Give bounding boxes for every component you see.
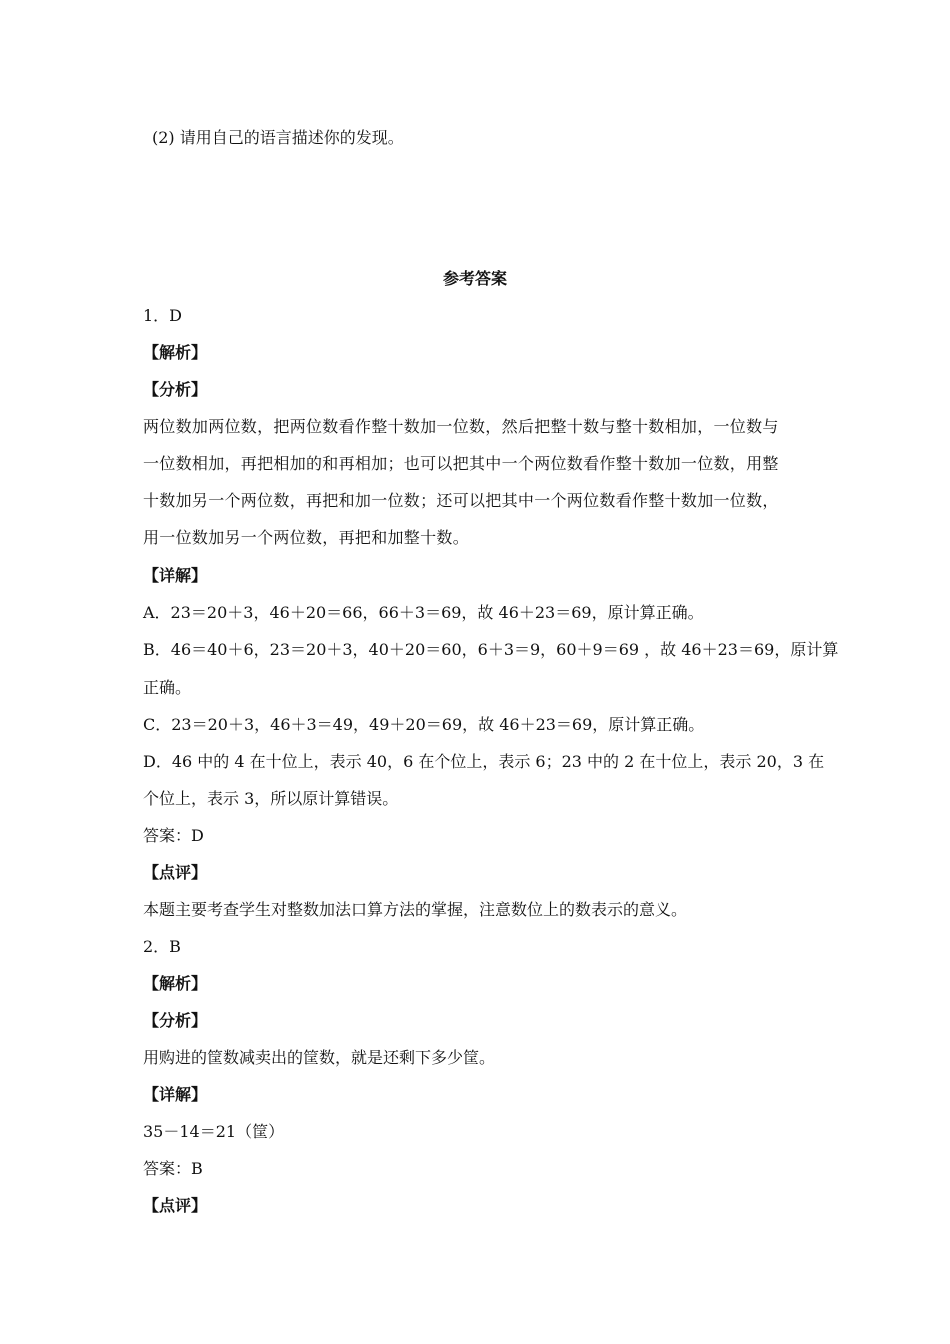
q1-detail-line: 个位上，表示 3，所以原计算错误。 xyxy=(143,789,399,808)
q2-number: 2．B xyxy=(143,937,181,956)
q1-xiangjie-label: 【详解】 xyxy=(143,566,208,585)
q1-analysis-line: 两位数加两位数，把两位数看作整十数加一位数，然后把整十数与整十数相加，一位数与 xyxy=(143,417,779,436)
q1-comment: 本题主要考查学生对整数加法口算方法的掌握，注意数位上的数表示的意义。 xyxy=(143,900,688,919)
q2-analysis: 用购进的筐数减卖出的筐数，就是还剩下多少筐。 xyxy=(143,1048,496,1067)
q2-calculation: 35－14＝21（筐） xyxy=(143,1122,285,1141)
q1-analysis-line: 一位数相加，再把相加的和再相加；也可以把其中一个两位数看作整十数加一位数，用整 xyxy=(143,454,779,473)
q1-detail-line: D．46 中的 4 在十位上，表示 40，6 在个位上，表示 6；23 中的 2 在十位上，表示 20，3 在 xyxy=(143,752,825,771)
q1-detail-line: 正确。 xyxy=(143,678,192,697)
q1-answer: 答案：D xyxy=(143,826,204,845)
answers-title: 参考答案 xyxy=(442,269,507,288)
q2-answer: 答案：B xyxy=(143,1159,203,1178)
q2-fenxi-label: 【分析】 xyxy=(143,1011,208,1030)
q2-xiangjie-label: 【详解】 xyxy=(143,1085,208,1104)
q1-analysis-line: 用一位数加另一个两位数，再把和加整十数。 xyxy=(143,528,470,547)
q1-detail-line: B．46＝40＋6，23＝20＋3，40＋20＝60，6＋3＝9，60＋9＝69 ，故 46＋23＝69，原计算 xyxy=(143,640,839,659)
q2-dianping-label: 【点评】 xyxy=(143,1196,208,1215)
q2-jiexi-label: 【解析】 xyxy=(143,974,208,993)
q1-analysis-line: 十数加另一个两位数，再把和加一位数；还可以把其中一个两位数看作整十数加一位数， xyxy=(143,491,779,510)
q1-number: 1．D xyxy=(143,306,183,325)
q1-detail-line: C．23＝20＋3，46＋3＝49，49＋20＝69，故 46＋23＝69，原计算正确。 xyxy=(143,715,705,734)
question-part-2: (2) 请用自己的语言描述你的发现。 xyxy=(152,128,404,147)
q1-dianping-label: 【点评】 xyxy=(143,863,208,882)
q1-detail-line: A．23＝20＋3，46＋20＝66，66＋3＝69，故 46＋23＝69，原计算正确。 xyxy=(143,603,704,622)
q1-fenxi-label: 【分析】 xyxy=(143,380,208,399)
q1-jiexi-label: 【解析】 xyxy=(143,343,208,362)
